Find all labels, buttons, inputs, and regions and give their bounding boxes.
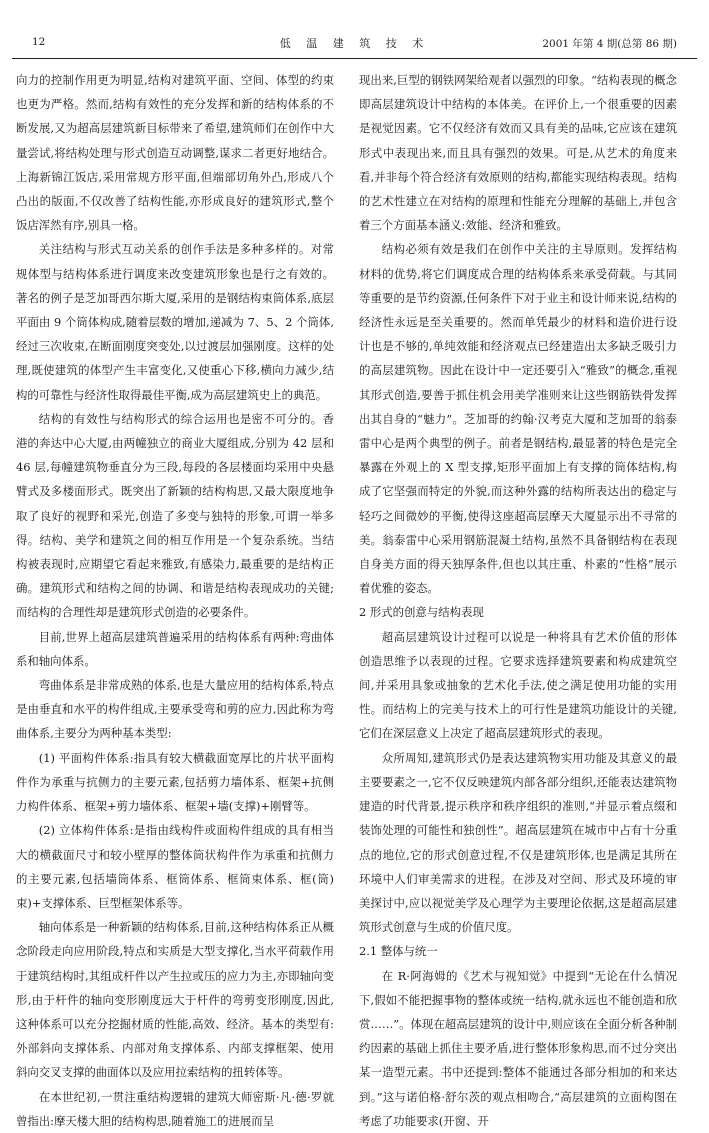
left-column	[16, 68, 334, 1128]
paragraph: 弯曲体系是非常成熟的体系,也是大量应用的结构体系,特点是由垂直和水平的构件组成,主要承受弯和剪的应力,因此称为弯曲体系,主要分为两种基本类型:	[16, 678, 334, 741]
section-heading: 2 形式的创意与结构表现	[359, 605, 484, 620]
paragraph: 在 R·阿海姆的《艺术与视知觉》中提到“无论在什么情况下,假如不能把握事物的整体或统一结构,就永远也不能创造和欣赏……”。体现在超高层建筑的设计中,则应该在全面分析各种制约因素的基础上抓住主要矛盾,进行整体形象构思,而不过分突出某一造型元素。书中还提到:整体不能通过各部分相加的和来达到。”这与诺伯格·舒尔茨的观点相吻合,“高层建筑的立面构图在考虑了功能要求(开窗、开	[359, 968, 677, 1128]
paragraph: 超高层建筑设计过程可以说是一种将具有艺术价值的形体创造思维予以表现的过程。它要求选择建筑要素和构成建筑空间,并采用具象或抽象的艺术化手法,使之满足使用功能的实用性。而结构上的完美与技术上的可行性是建筑功能设计的关键,它们在深层意义上决定了超高层建筑形式的表现。	[359, 629, 677, 741]
right-column	[359, 68, 677, 1128]
page-header	[22, 32, 687, 52]
paragraph: 众所周知,建筑形式仍是表达建筑物实用功能及其意义的最主要要素之一,它不仅反映建筑内部各部分组织,还能表达建筑物建造的时代背景,提示秩序和秩序组织的准则,“并显示着点缀和装饰处理的可能性和独创性”。超高层建筑在城市中占有十分重点的地位,它的形式创意过程,不仅是建筑形体,也是满足其所在环境中人们审美需求的进程。在涉及对空间、形式及环境的审美探讨中,应以视觉美学及心理学为主要理论依据,这是超高层建筑形式创意与生成的价值尺度。	[359, 750, 677, 935]
paragraph: 关注结构与形式互动关系的创作手法是多种多样的。对常规体型与结构体系进行调度来改变建筑形象也是行之有效的。著名的例子是芝加哥西尔斯大厦,采用的是钢结构束筒体系,底层平面由 9 个筒体构成,随着层数的增加,递减为 7、5、2 个筒体,经过三次收束,在断面刚度突变处,以过渡层加强刚度。这样的处理,既使建筑的体型产生丰富变化,又使重心下移,横向力减少,结构的可靠性与经济性取得最佳平衡,成为高层建筑史上的典范。	[16, 242, 334, 402]
paragraph: 现出来,巨型的钢铁网架给观者以强烈的印象。“结构表现的概念即高层建筑设计中结构的本体美。在评价上,一个很重要的因素是视觉因素。它不仅经济有效而又具有美的品味,它应该在建筑形式中表现出来,而且具有强烈的效果。可是,从艺术的角度来看,并非每个符合经济有效原则的结构,都能实现结构表现。结构的艺术性建立在对结构的原理和性能充分理解的基础上,并包含着三个方面基本涵义:效能、经济和雅致。	[359, 73, 677, 233]
paragraph: 目前,世界上超高层建筑普遍采用的结构体系有两种:弯曲体系和轴向体系。	[16, 629, 334, 668]
page-number: 12	[32, 36, 46, 48]
paragraph: 向力的控制作用更为明显,结构对建筑平面、空间、体型的约束也更为严格。然而,结构有效性的充分发挥和新的结构体系的不断发展,又为超高层建筑新目标带来了希望,建筑师们在创作中大量尝试,将结构处理与形式创造互动调整,谋求二者更好地结合。上海新锦江饭店,采用常规方形平面,但端部切角外凸,形成八个凸出的版面,不仅改善了结构性能,亦形成良好的建筑形式,整个饭店浑然有序,别具一格。	[16, 73, 334, 233]
paragraph: 轴向体系是一种新颖的结构体系,目前,这种结构体系正从概念阶段走向应用阶段,特点和实质是大型支撑化,当水平荷载作用于建筑结构时,其组成杆件以产生拉或压的应力为主,亦即轴向变形,由于杆件的轴向变形刚度远大于杆件的弯剪变形刚度,因此,这种体系可以充分挖掘材质的性能,高效、经济。基本的类型有:外部斜向支撑体系、内部对角支撑体系、内部支撑框架、使用斜向交叉支撑的曲面体以及应用拉索结构的扭转体等。	[16, 920, 334, 1080]
paragraph: 在本世纪初,一贯注重结构逻辑的建筑大师密斯·凡·德·罗就曾指出:摩天楼大胆的结构构思,随着施工的进展而呈	[16, 1089, 334, 1128]
paragraph: 结构必须有效是我们在创作中关注的主导原则。发挥结构材料的优势,将它们调度成合理的结构体系来承受荷载。与其同等重要的是节约资源,任何条件下对于业主和设计师来说,结构的经济性永远是至关重要的。然而单凭最少的材料和造价进行设计也是不够的,单纯效能和经济观点已经建造出太多缺乏吸引力的高层建筑物。因此在设计中一定还要引入“雅致”的概念,重视其形式创造,要善于抓住机会用美学准则来让这些钢筋铁骨发挥出其自身的“魅力”。芝加哥的约翰·汉考克大厦和芝加哥的翁泰雷中心是两个典型的例子。前者是钢结构,最显著的特色是完全暴露在外观上的 X 型支撑,矩形平面加上有支撑的筒体结构,构成了它坚强而特定的外貌,而这种外露的结构所表达出的稳定与轻巧之间微妙的平衡,使得这座超高层摩天大厦显示出不寻常的美。翁泰雷中心采用钢筋混凝土结构,虽然不具备钢结构在表现自身美方面的得天独厚条件,但也以其庄重、朴素的“性格”展示着优雅的姿态。	[359, 242, 677, 596]
header-divider	[12, 58, 697, 59]
journal-title: 低 温 建 筑 技 术	[279, 37, 430, 50]
paragraph: (2) 立体构件体系:是指由线构件或面构件组成的具有相当大的横截面尺寸和较小壁厚的整体筒状构件作为承重和抗侧力的主要元素,包括墙筒体系、框筒体系、框筒束体系、框(筒)束)+支撑体系、巨型框架体系等。	[16, 823, 334, 910]
paragraph: 结构的有效性与结构形式的综合运用也是密不可分的。香港的奔达中心大厦,由两幢独立的商业大厦组成,分别为 42 层和 46 层,每幢建筑物垂直分为三段,每段的各层楼面均采用中央悬臂式及多楼面形式。既突出了新颖的结构构思,又最大限度地争取了良好的视野和采光,创造了多变与独特的形象,可谓一举多得。结构、美学和建筑之间的相互作用是一个复杂系统。当结构被表现时,应期望它看起来雅致,有感染力,最重要的是结构正确。建筑形式和结构之间的协调、和谐是结构表现成功的关键;而结构的合理性却是建筑形式创造的必要条件。	[16, 411, 334, 620]
section-heading: 2.1 整体与统一	[359, 944, 438, 959]
paragraph: (1) 平面构件体系:指具有较大横截面宽厚比的片状平面构件作为承重与抗侧力的主要元素,包括剪力墙体系、框架+抗侧力构件体系、框架+剪力墙体系、框架+墙(支撑)+刚臂等。	[16, 750, 334, 814]
issue-info: 2001 年第 4 期(总第 86 期)	[542, 38, 677, 50]
